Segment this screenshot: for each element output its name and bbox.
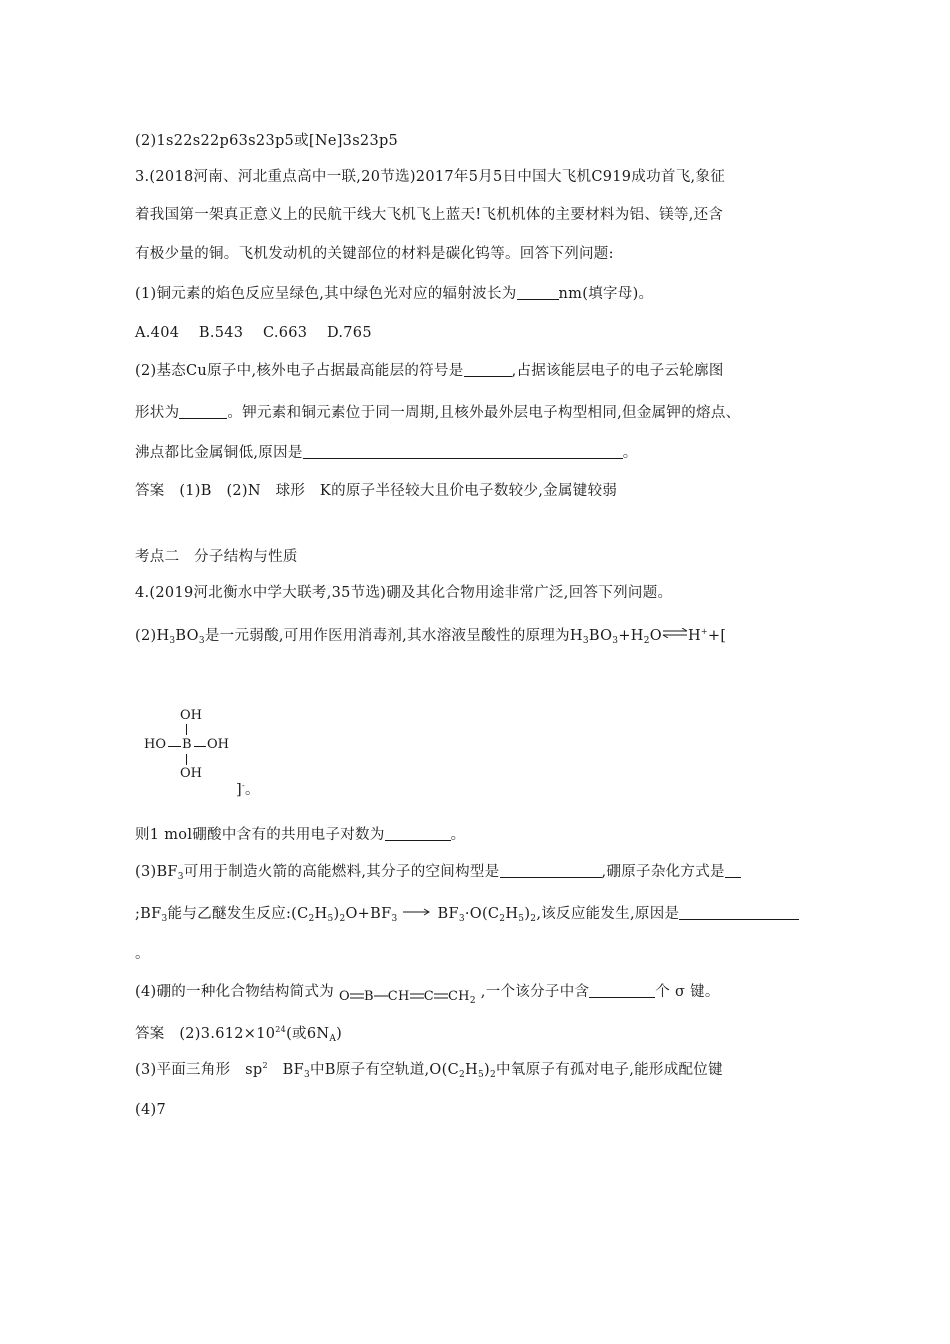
text: +H [618, 628, 644, 644]
answer-question-4-line-2 [135, 1056, 723, 1085]
question-3-options [135, 323, 372, 343]
question-3-line-3 [135, 244, 614, 264]
text: 。 [450, 827, 466, 843]
question-3-line-2 [135, 205, 723, 225]
double-bond-icon [434, 992, 448, 1000]
reaction-arrow-icon [403, 908, 431, 916]
subscript: 2 [339, 914, 346, 924]
text: A.404 B.543 C.663 D.765 [135, 325, 372, 341]
oh-right: OH [207, 737, 229, 752]
section-heading [135, 547, 298, 567]
subscript: 2 [643, 636, 650, 646]
text: 是一元弱酸,可用作医用消毒剂,其水溶液呈酸性的原理为H [204, 628, 583, 644]
text: 。 [135, 946, 150, 962]
text: nm(填字母)。 [558, 286, 654, 302]
bond-line [168, 746, 181, 747]
boric-acid-ion-structure [144, 706, 254, 786]
subscript: 3 [169, 636, 176, 646]
answer-blank[interactable] [385, 826, 451, 841]
atom-b: B [363, 989, 374, 1004]
answer-blank[interactable] [464, 362, 512, 377]
answer-blank[interactable] [725, 863, 741, 878]
text: H [505, 906, 519, 922]
subscript: 3 [391, 914, 398, 924]
text: H [314, 906, 328, 922]
answer-blank[interactable] [679, 905, 799, 920]
atom-c: C [423, 989, 434, 1004]
question-4-part-3-line-2 [135, 904, 799, 929]
text: 有极少量的铜。飞机发动机的关键部位的材料是碳化钨等。回答下列问题: [135, 246, 614, 262]
text: ] [236, 782, 242, 798]
text: (4)硼的一种化合物结构简式为 [135, 984, 335, 1000]
subscript: 3 [198, 636, 205, 646]
text: O+BF [345, 906, 392, 922]
text: (2)基态Cu原子中,核外电子占据最高能层的符号是 [135, 363, 464, 379]
superscript: - [241, 781, 245, 790]
text: 则1 mol硼酸中含有的共用电子对数为 [135, 827, 385, 843]
subscript: 3 [612, 636, 619, 646]
text: 中氧原子有孤对电子,能形成配位键 [496, 1062, 723, 1078]
answer-blank[interactable] [303, 444, 623, 459]
text: BF [267, 1062, 304, 1078]
text: (4)7 [135, 1102, 166, 1118]
answer-question-3 [135, 481, 617, 501]
answer-line-1 [135, 131, 398, 151]
bracket-close [236, 776, 260, 800]
subscript: 5 [327, 914, 334, 924]
atom-o: O [338, 989, 350, 1004]
subscript: 3 [177, 872, 184, 882]
bond-line [186, 754, 187, 765]
text: ) [484, 1062, 490, 1078]
boron-atom: B [182, 737, 192, 752]
text: BO [588, 628, 613, 644]
text: (1)铜元素的焰色反应呈绿色,其中绿色光对应的辐射波长为 [135, 286, 517, 302]
text: ) [336, 1026, 343, 1042]
question-3-part-2-line-3 [135, 443, 638, 463]
group-ch2: CH [447, 989, 470, 1004]
text: O [649, 628, 662, 644]
text: 。 [622, 445, 638, 461]
text: ,该反应能发生,原因是 [536, 906, 680, 922]
question-3-part-1 [135, 284, 653, 304]
text: ,占据该能层电子的电子云轮廓图 [511, 363, 724, 379]
subscript: 3 [458, 914, 465, 924]
subscript: 2 [530, 914, 537, 924]
text: (3)BF [135, 864, 178, 880]
subscript: 2 [489, 1070, 496, 1080]
answer-blank[interactable] [517, 285, 559, 300]
answer-question-4-line-3 [135, 1100, 166, 1120]
text: (或6N [286, 1026, 330, 1042]
answer-blank[interactable] [500, 863, 602, 878]
text: ,硼原子杂化方式是 [601, 864, 725, 880]
question-3-line-1 [135, 167, 725, 187]
text: 着我国第一架真正意义上的民航干线大飞机飞上蓝天!飞机机体的主要材料为铝、镁等,还含 [135, 207, 724, 223]
text: ;BF [135, 906, 162, 922]
question-4-intro [135, 583, 672, 603]
text: BO [175, 628, 199, 644]
subscript: 5 [477, 1070, 484, 1080]
text: 答案 (1)B (2)N 球形 K的原子半径较大且价电子数较少,金属键较弱 [135, 483, 618, 499]
subscript: 3 [161, 914, 168, 924]
subscript: 2 [308, 914, 315, 924]
question-4-part-4 [135, 982, 720, 1011]
boron-compound-structure [339, 987, 476, 1011]
text: 个 σ 键。 [655, 984, 720, 1000]
text: H [465, 1062, 478, 1078]
text: 3.(2018河南、河北重点高中一联,20节选)2017年5月5日中国大飞机C919成功首飞,象征 [135, 169, 726, 185]
text: (2)1s22s22p63s23p5或[Ne]3s23p5 [135, 133, 399, 149]
double-bond-icon [350, 992, 364, 1000]
text: ·O(C [464, 906, 500, 922]
text: 能与乙醚发生反应:(C [167, 906, 309, 922]
text: 。钾元素和铜元素位于同一周期,且核外最外层电子构型相同,但金属钾的熔点、 [227, 405, 741, 421]
question-4-part-3-line-1 [135, 862, 741, 887]
subscript: 3 [303, 1070, 310, 1080]
equilibrium-arrow-icon [662, 628, 688, 638]
bond-line [194, 746, 206, 747]
text: 中B原子有空轨道,O(C [309, 1062, 459, 1078]
oh-bottom: OH [180, 766, 202, 781]
text: H [687, 628, 701, 644]
text: ) [524, 906, 531, 922]
text: ,一个该分子中含 [480, 984, 590, 1000]
single-bond-icon [374, 992, 388, 1000]
subscript: 2 [469, 996, 476, 1006]
subscript: A [329, 1034, 337, 1044]
bond-line [186, 724, 187, 735]
text: BF [437, 906, 459, 922]
question-4-part-2 [135, 622, 726, 651]
question-4-part-2-line-2 [135, 825, 465, 845]
double-bond-icon [410, 992, 424, 1000]
question-3-part-2-line-1 [135, 361, 724, 381]
text: 可用于制造火箭的高能燃料,其分子的空间构型是 [183, 864, 500, 880]
text: 答案 (2)3.612×10 [135, 1026, 276, 1042]
text: ) [333, 906, 340, 922]
text: 考点二 分子结构与性质 [135, 549, 298, 565]
question-3-part-2-line-2 [135, 403, 740, 423]
ho-left: HO [144, 737, 166, 752]
superscript: 24 [275, 1025, 287, 1034]
answer-question-4-line-1 [135, 1020, 342, 1049]
text: 形状为 [135, 405, 180, 421]
question-4-part-3-line-3 [135, 944, 150, 964]
superscript: 2 [262, 1061, 268, 1070]
group-ch: CH [387, 989, 410, 1004]
subscript: 2 [499, 914, 506, 924]
text: 。 [244, 782, 260, 798]
subscript: 2 [458, 1070, 466, 1080]
text: (3)平面三角形 sp [135, 1062, 263, 1078]
text: 沸点都比金属铜低,原因是 [135, 445, 303, 461]
oh-top: OH [180, 708, 202, 723]
subscript: 5 [518, 914, 525, 924]
subscript: 3 [582, 636, 589, 646]
text: (2)H [135, 628, 170, 644]
text: 4.(2019河北衡水中学大联考,35节选)硼及其化合物用途非常广泛,回答下列问题。 [135, 585, 673, 601]
text: +[ [707, 628, 727, 644]
answer-blank[interactable] [589, 983, 655, 998]
superscript: + [700, 627, 708, 636]
answer-blank[interactable] [179, 404, 227, 419]
